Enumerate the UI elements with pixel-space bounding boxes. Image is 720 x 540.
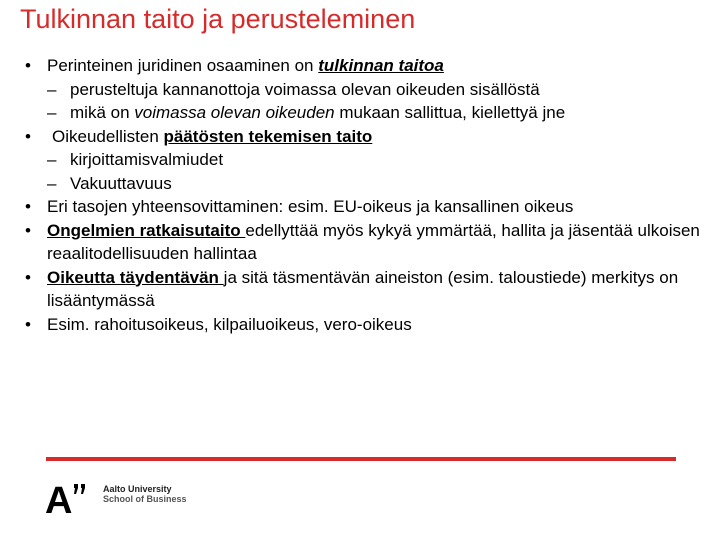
slide-title: Tulkinnan taito ja perusteleminen [20,4,416,34]
bullet-item [22,125,702,149]
bullet-marker: • [25,267,31,287]
bullet-marker: • [25,314,31,334]
sub-bullet-item [22,101,702,125]
logo-quote-mark [74,484,85,494]
sub-bullet-item [22,172,702,196]
bullet-marker: • [25,126,31,146]
logo-glyph: A [45,480,73,516]
sub-bullet-text: Vakuuttavuus [70,173,172,193]
logo-line-school: School of Business [103,494,187,504]
bullet-marker: • [25,197,31,216]
footer-divider [46,457,676,461]
bullet-text: ja sitä täsmentävän aineiston (esim. taloustiede) merkitys on lisääntymässä [47,267,679,310]
emphasis-text: Oikeutta täydentävän [47,267,224,287]
dash-marker: – [47,173,57,193]
logo-line-university: Aalto University [103,484,172,494]
bullet-item [22,54,702,78]
sub-bullet-item [22,78,702,102]
bullet-item [22,195,702,219]
bullet-text: Oikeudellisten [52,126,164,146]
logo-wordmark [103,484,187,504]
bullet-marker: • [25,56,31,75]
emphasis-text: tulkinnan taitoa [318,56,444,75]
bullet-text: Perinteinen juridinen osaaminen on [47,56,319,75]
dash-marker: – [47,150,57,169]
emphasis-text: voimassa olevan oikeuden [134,103,335,122]
sub-bullet-text: perusteltuja kannanottoja voimassa olevan oikeuden sisällöstä [70,79,540,99]
bullet-list [22,54,702,336]
sub-bullet-item [22,148,702,172]
bullet-text: Esim. rahoitusoikeus, kilpailuoikeus, vero-oikeus [47,314,412,334]
bullet-marker: • [25,220,31,240]
dash-marker: – [47,103,57,122]
sub-bullet-text: mukaan sallittua, kiellettyä jne [334,103,566,122]
sub-bullet-text: mikä on [70,103,135,122]
emphasis-text: päätösten tekemisen taito [163,126,373,146]
dash-marker: – [47,79,57,99]
sub-bullet-text: kirjoittamisvalmiudet [70,150,224,169]
bullet-text: edellyttää myös kykyä ymmärtää, hallita ja jäsentää ulkoisen reaalitodellisuuden hallintaa [47,220,700,263]
emphasis-text: Ongelmien ratkaisutaito [47,220,246,240]
bullet-item [22,266,702,313]
bullet-text: Eri tasojen yhteensovittaminen: esim. EU-oikeus ja kansallinen oikeus [47,197,574,216]
bullet-item [22,313,702,337]
bullet-item [22,219,702,266]
